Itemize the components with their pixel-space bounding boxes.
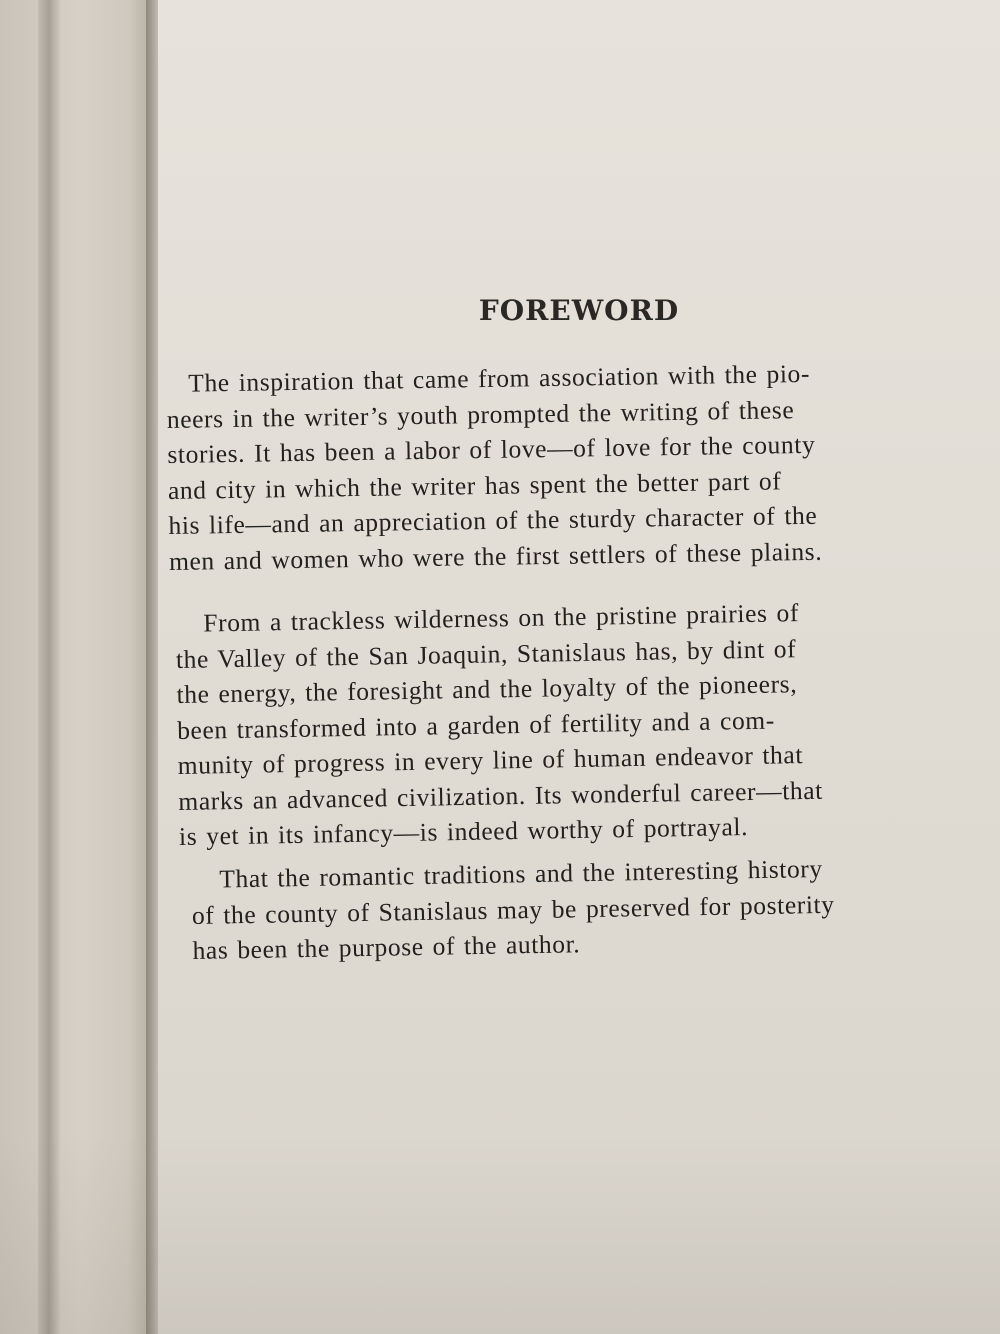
text-line: is yet in its infancy—is indeed worthy of portrayal.	[178, 812, 749, 851]
text-line: The inspiration that came from association with the pio-	[188, 358, 811, 398]
text-line: of the county of Stanislaus may be preserved for posterity	[191, 889, 835, 930]
text-line: neers in the writer’s youth prompted the writing of these	[166, 394, 795, 434]
text-line: That the romantic traditions and the interesting history	[219, 853, 823, 894]
left-page-fold-shadow	[38, 0, 60, 1334]
text-line: the energy, the foresight and the loyalty of the pioneers,	[176, 669, 798, 709]
text-line: has been the purpose of the author.	[192, 929, 581, 965]
text-line: his life—and an appreciation of the sturdy character of the	[168, 500, 818, 540]
paragraph-2	[175, 592, 989, 855]
text-line: the Valley of the San Joaquin, Stanislaus has, by dint of	[175, 633, 797, 674]
text-line: munity of progress in every line of human endeavor that	[177, 740, 804, 780]
left-page	[0, 0, 150, 1334]
text-line: men and women who were the first settlers of these plains.	[168, 536, 823, 576]
text-line: been transformed into a garden of fertility and a com-	[176, 705, 776, 745]
paragraph-1	[166, 353, 991, 579]
paragraph-3	[191, 848, 973, 968]
text-line: From a trackless wilderness on the pristine prairies of	[203, 598, 800, 638]
right-page	[158, 0, 1000, 1334]
text-line: and city in which the writer has spent the better part of	[167, 465, 782, 505]
foreword-content	[158, 0, 1000, 1334]
text-line: marks an advanced civilization. Its wonderful career—that	[178, 775, 824, 816]
foreword-heading: FOREWORD	[478, 294, 680, 327]
text-line: stories. It has been a labor of love—of love for the county	[167, 429, 816, 469]
